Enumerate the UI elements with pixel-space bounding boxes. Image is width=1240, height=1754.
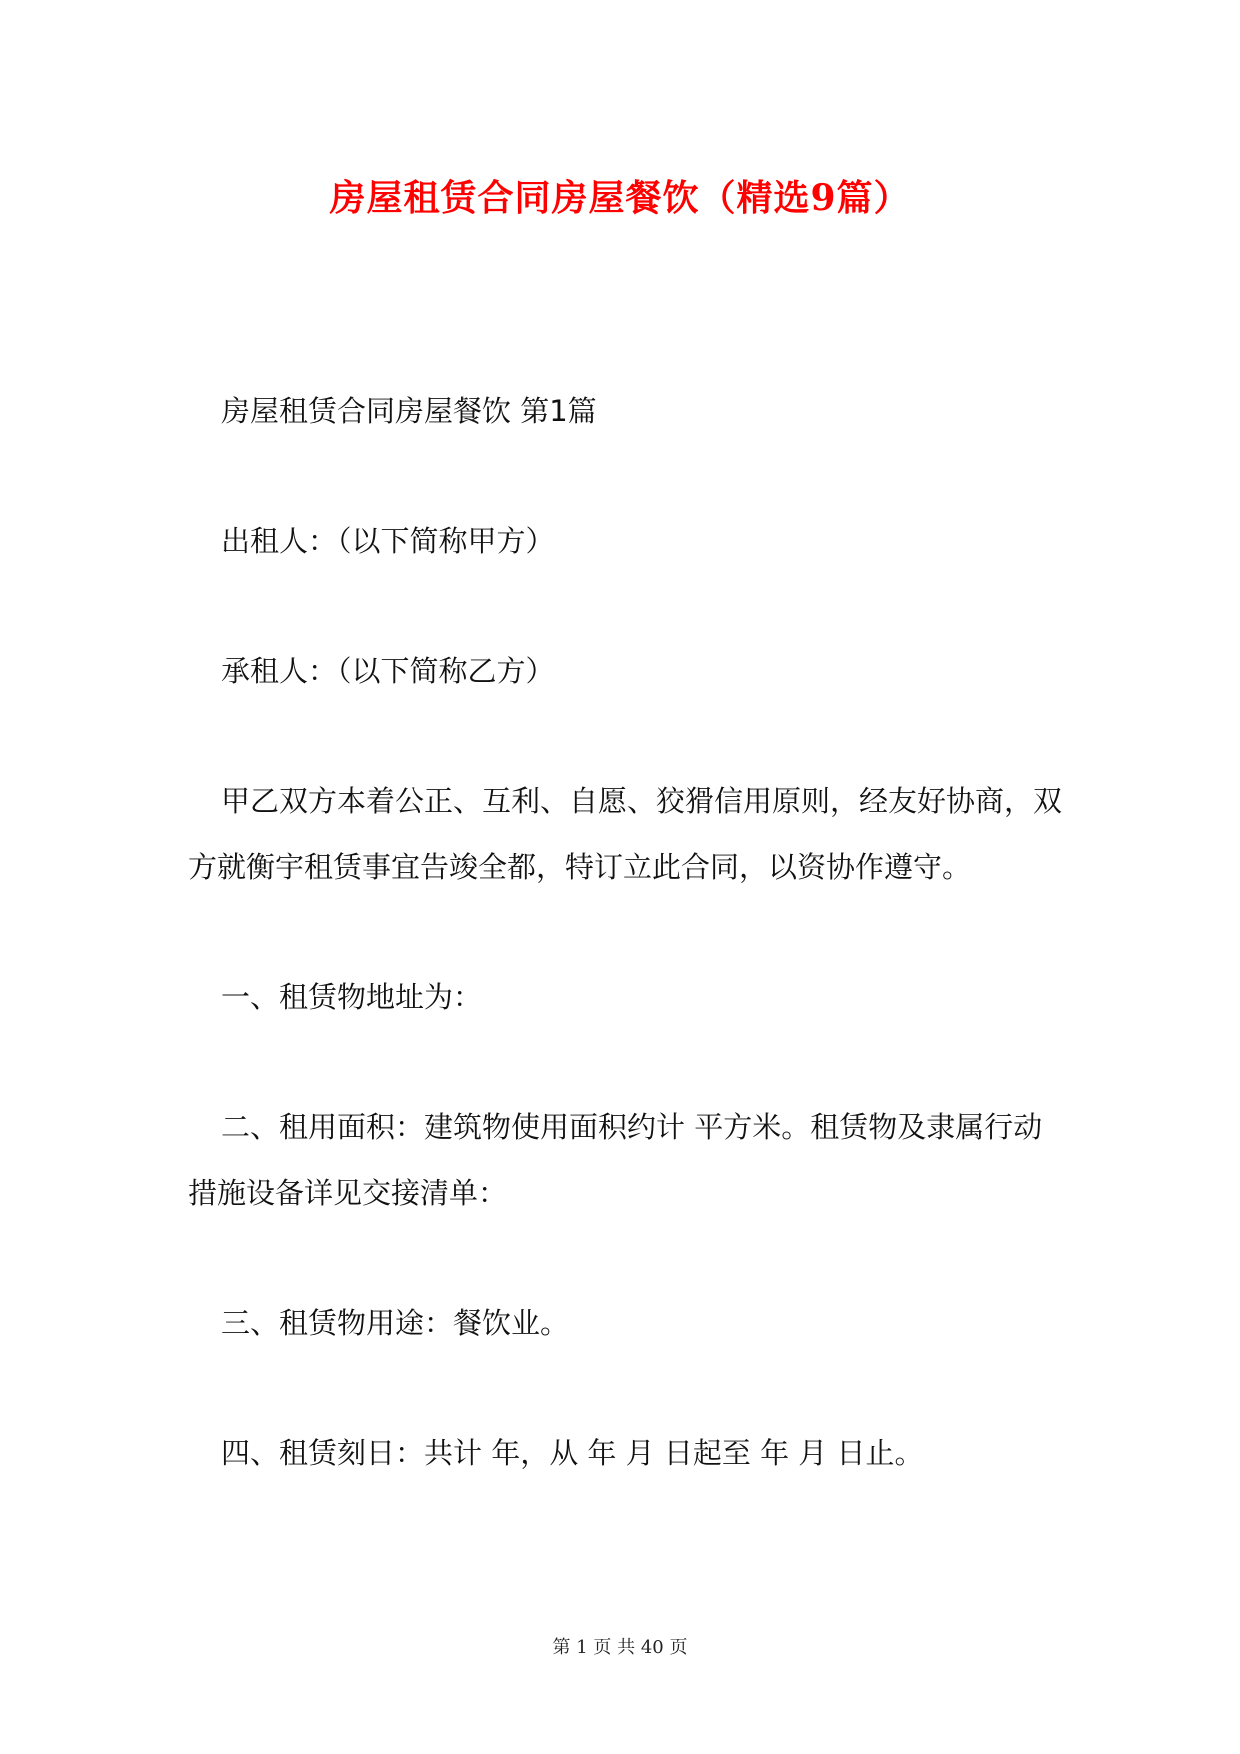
paragraph-clause-4: 四、租赁刻日：共计 年，从 年 月 日起至 年 月 日止。 [221,1436,924,1470]
paragraph-lessor: 出租人：（以下简称甲方） [221,524,555,558]
paragraph-clause-3: 三、租赁物用途：餐饮业。 [221,1306,570,1340]
paragraph-section-heading: 房屋租赁合同房屋餐饮 第1篇 [221,394,597,428]
paragraph-lessee: 承租人：（以下简称乙方） [221,654,555,688]
paragraph-preamble: 甲乙双方本着公正、互利、自愿、狡猾信用原则，经友好协商，双方就衡宇租赁事宜告竣全都，特订立此合同，以资协作遵守。 [188,784,1063,884]
document-title: 房屋租赁合同房屋餐饮（精选9篇） [329,177,911,219]
page-footer: 第 1 页 共 40 页 [552,1637,688,1658]
paragraph-clause-2: 二、租用面积：建筑物使用面积约计 平方米。租赁物及隶属行动措施设备详见交接清单： [188,1110,1043,1210]
paragraph-clause-1: 一、租赁物地址为： [221,980,483,1014]
